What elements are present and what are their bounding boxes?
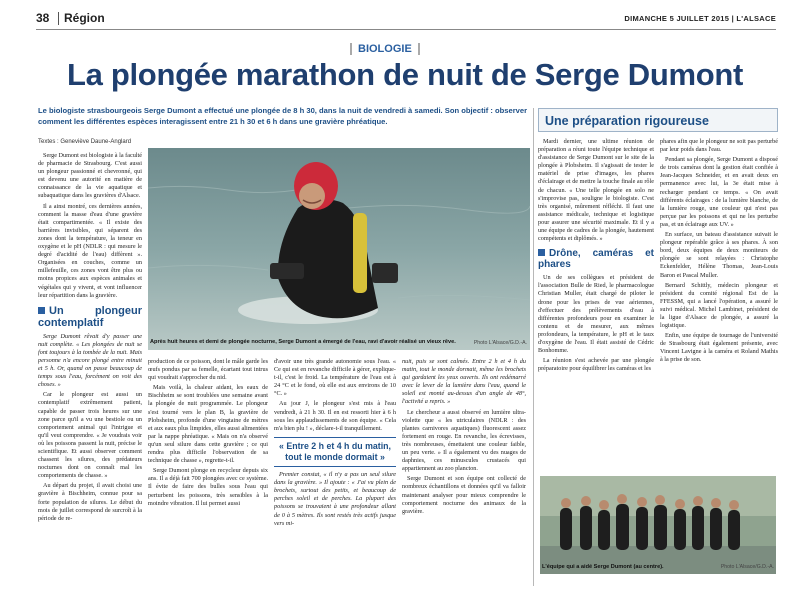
col4-paragraph: Le chercheur a aussi observé en lumière ultra-violette que « les utriculaires (NDLR : des plantes carnivores aquatiques) fluorescent assez fortement en rouge. En revanche, les écrevisses, très nombreuses, émettaient une couleur faible, un peu verte. » Il a également vu des nuages de daphnies, ces minuscules crustacés qui appartiennent au zoo plancton. [402, 408, 526, 473]
kicker [350, 40, 420, 54]
col3-paragraph: Au jour J, le plongeur s'est mis à l'eau vendredi, à 21 h 30. Il en est ressorti hier à 6 h sous les applaudissements de son équipe. « Cela m'a bien plu ! », déclare-t-il tranquillement. [274, 400, 396, 432]
page-number: 38 [36, 11, 50, 25]
section-name: Région [64, 11, 105, 25]
col1-subhead [38, 305, 142, 329]
sidebar-paragraph: Mardi dernier, une ultime réunion de préparation a réuni toute l'équipe technique et d'assistance de Serge Dumont sur le site de la plongée à Plobsheim. Il s'agissait de tester le matériel de prise d'images, les phares d'éclairage et de mettre la touche finale au rôle de chacun. « Une telle plongée en solo ne s'improvise pas, souligne le biologiste. C'est très organisé, mûrement réfléchi. Il faut une assistance médicale, technique et logistique pour assurer une sécurité maximale. Et il y a une équipe de cadres de la plongée, hautement compétents et diplômés. » [538, 138, 654, 243]
subhead-square-icon [538, 249, 545, 256]
col1-paragraph: Serge Dumont est biologiste à la faculté de pharmacie de Strasbourg. C'est aussi un plongeur passionné et chevronné, qui est devenu une autorité en matière de connaissance de la vie aquatique et subaquatique dans les gravières d'Alsace. [38, 152, 142, 200]
photo-credit: Photo L'Alsace/G.D.-A. [473, 340, 527, 346]
col1-paragraph: Au départ du projet, il avait choisi une gravière à Bischheim, connue pour sa forte population de silures. Le début du mois de juillet correspond de surcroît à la période de re- [38, 482, 142, 522]
team-photo-credit: Photo L'Alsace/G.D.-A. [720, 564, 774, 570]
team-photo-caption: L'équipe qui a aidé Serge Dumont (au centre). [542, 564, 664, 570]
col2-paragraph: Serge Dumont plonge en recycleur depuis six ans. Il a déjà fait 700 plongées avec ce système. Il évite de faire des bulles sous l'eau qui perturbent les poissons, très sensibles à la moindre vibration. Il lui permet aussi [148, 467, 268, 507]
sidebar-column-b [660, 138, 778, 473]
sidebar-paragraph: Enfin, une équipe de tournage de l'université de Strasbourg était également présente, avec Vincent Lavigne à la caméra et Roland Mathis à la prise de son. [660, 332, 778, 364]
col1-subhead-text: Un plongeur contemplatif [38, 304, 142, 329]
col4-paragraph: nuit, puis se sont calmés. Entre 2 h et 4 h du matin, tout le monde dormait, même les brochets qui gardaient les yeux ouverts. Ils ont redémarré avec le lever de la lumière dans l'eau, quand le soleil est monté au-dessus d'un angle de 48°, l'activité a repris. » [402, 358, 526, 406]
kicker-text: BIOLOGIE [358, 42, 412, 55]
subhead-square-icon [38, 307, 45, 314]
sidebar-paragraph: phares afin que le plongeur ne soit pas perturbé par leur poids dans l'eau. [660, 138, 778, 154]
column-1 [38, 152, 142, 579]
col1-paragraph: Serge Dumont rêvait d'y passer une nuit complète. « Les plongées de nuit se font toujours à la tombée de la nuit. Mais personne n'a encore plongé entre minuit et 5 h. Or, quand on passe beaucoup de temps sous l'eau, forcément on voit des choses. » [38, 332, 142, 389]
column-4 [402, 358, 526, 580]
column-3 [274, 358, 396, 580]
header-date: DIMANCHE 5 JUILLET 2015 | L'ALSACE [624, 14, 776, 23]
col2-paragraph: Mais voilà, la chaleur aidant, les eaux de Bischheim se sont troublées une semaine avant la plongée de nuit programmée. Le plongeur s'est tourné vers le plan B, la gravière de Plobsheim, profonde d'une vingtaine de mètres et aux eaux plus limpides, elles aussi alimentées par la nappe phréatique. « Mais on n'a observé qu'un seul silure dans cette gravière ; ce qui rendra plus difficile l'observation de sa technique de chasse », regrette-t-il. [148, 384, 268, 465]
team-photo [540, 476, 776, 574]
col3-paragraph: d'avoir une très grande autonomie sous l'eau. « Ce qui est en revanche difficile à gérer, explique-t-il, c'est le froid. La température de l'eau est à 24 °C et le fond, où elle est aux environs de 10 °C. » [274, 358, 396, 398]
sidebar-subhead [538, 248, 654, 270]
kicker-bar-right [418, 43, 420, 55]
sidebar-title [538, 108, 778, 132]
col1-paragraph: Car le plongeur est aussi un contemplatif extrêmement patient, capable de passer trois heures sur une zone parce qu'il a vu une bestiole ou un comportement animal qui l'intrigue et qu'il veut comprendre. « Je voudrais voir où les poissons passent la nuit, précise le scientifique. Et aussi observer comment chassent les silures, des prédateurs nocturnes dont on connaît mal les comportements de chasse. » [38, 391, 142, 480]
lead-paragraph: Le biologiste strasbourgeois Serge Dumont a effectué une plongée de 8 h 30, dans la nuit de vendredi à samedi. Son objectif : observer comment les différentes espèces interagissent entre 21 h 30 et 6 h dans une gravière phréatique. [38, 106, 528, 126]
photo-caption: Après huit heures et demi de plongée nocturne, Serge Dumont a émergé de l'eau, ravi d'avoir réalisé un vieux rêve. [150, 339, 456, 345]
sidebar-title-text: Une préparation rigoureuse [545, 114, 709, 128]
kicker-bar-left [350, 43, 352, 55]
headline: La plongée marathon de nuit de Serge Dumont [66, 57, 744, 92]
col2-paragraph: production de ce poisson, dont le mâle garde les œufs pondus par sa femelle, écartant tout intrus qui voudrait s'approcher du nid. [148, 358, 268, 382]
col1-paragraph: Il a ainsi montré, ces dernières années, comment la masse d'eau d'une gravière était compartimentée. « Il existe des barrières invisibles, qui séparent des zones dont la température, la teneur en oxygène et le pH (NDLR : qui mesure le degré d'acidité de l'eau) diffèrent ». Organisées en couches, comme un millefeuille, ces zones vont être plus ou moins propices aux espèces animales et végétales qui y vivent, et vont influencer leur répartition dans la gravière. [38, 202, 142, 299]
col3-paragraph: Premier constat, « il n'y a pas un seul silure dans la gravière. » Il ajoute : « J'ai vu plein de brochets, surtout des petits, et beaucoup de perches soleil et de perches. La plupart des poissons se trouvaient à une profondeur allant de 0 à 5 mètres. Ils sont restés très actifs jusque vers mi- [274, 471, 396, 527]
diver-photo-image [148, 148, 530, 350]
sidebar-divider [533, 108, 534, 586]
header-rule [36, 29, 776, 30]
pull-quote-text: « Entre 2 h et 4 h du matin, tout le monde dormait » [279, 440, 391, 462]
sidebar-subhead-text: Drône, caméras et phares [538, 248, 654, 271]
pull-quote [274, 437, 396, 467]
sidebar-column-a [538, 138, 654, 473]
byline: Textes : Geneviève Daune-Anglard [38, 139, 132, 145]
sidebar-paragraph: Pendant sa plongée, Serge Dumont a disposé de trois caméras dont la gestion était confiée à Jean-Jacques Schneider, et en avait deux en permanence avec lui, la 3e était mise à recharger pendant ce temps. « On avait différents éclairages : de la lumière blanche, de la lumière rouge, une couleur qui n'est pas perçue par les poissons et qui ne les perturbe pas, et un éclairage aux UV. » [660, 156, 778, 228]
team-photo-image [540, 476, 776, 574]
header-divider [58, 12, 59, 25]
sidebar [538, 108, 778, 586]
column-2 [148, 358, 268, 580]
main-photo [148, 148, 530, 350]
page-header [36, 10, 776, 28]
sidebar-paragraph: Bernard Schittly, médecin plongeur et président du comité régional Est de la FFESSM, qui a lancé l'opération, a assuré le suivi médical. Michel Lambinet, président de la ligue d'Alsace de plongée, a assuré la logistique. [660, 281, 778, 330]
sidebar-paragraph: La réunion s'est achevée par une plongée préparatoire pour équilibrer les caméras et les [538, 357, 654, 373]
sidebar-paragraph: Un de ses collègues et président de l'association Bulle de Ried, le pharmacologue Christian Muller, était chargé de piloter le drone pour les prises de vue aériennes, d'effectuer des prélèvements d'eau à différentes profondeurs pour en examiner le contenu et de mesurer, aux mêmes profondeurs, la température, le pH et le taux d'oxygène de l'eau. Il était assisté de Cédric Bonhomme. [538, 274, 654, 355]
col4-paragraph: Serge Dumont et son équipe ont collecté de nombreux échantillons et données qu'il va falloir maintenant analyser pour mieux comprendre le comportement nocturne des animaux de la gravière. [402, 475, 526, 515]
sidebar-paragraph: En surface, un bateau d'assistance suivait le plongeur repérable grâce à ses phares. À son bord, deux équipes de deux moniteurs de plongée se sont relayées : Christophe Eckenfelder, Hélène Thomas, Jean-Louis Baron et Pascal Muller. [660, 231, 778, 279]
